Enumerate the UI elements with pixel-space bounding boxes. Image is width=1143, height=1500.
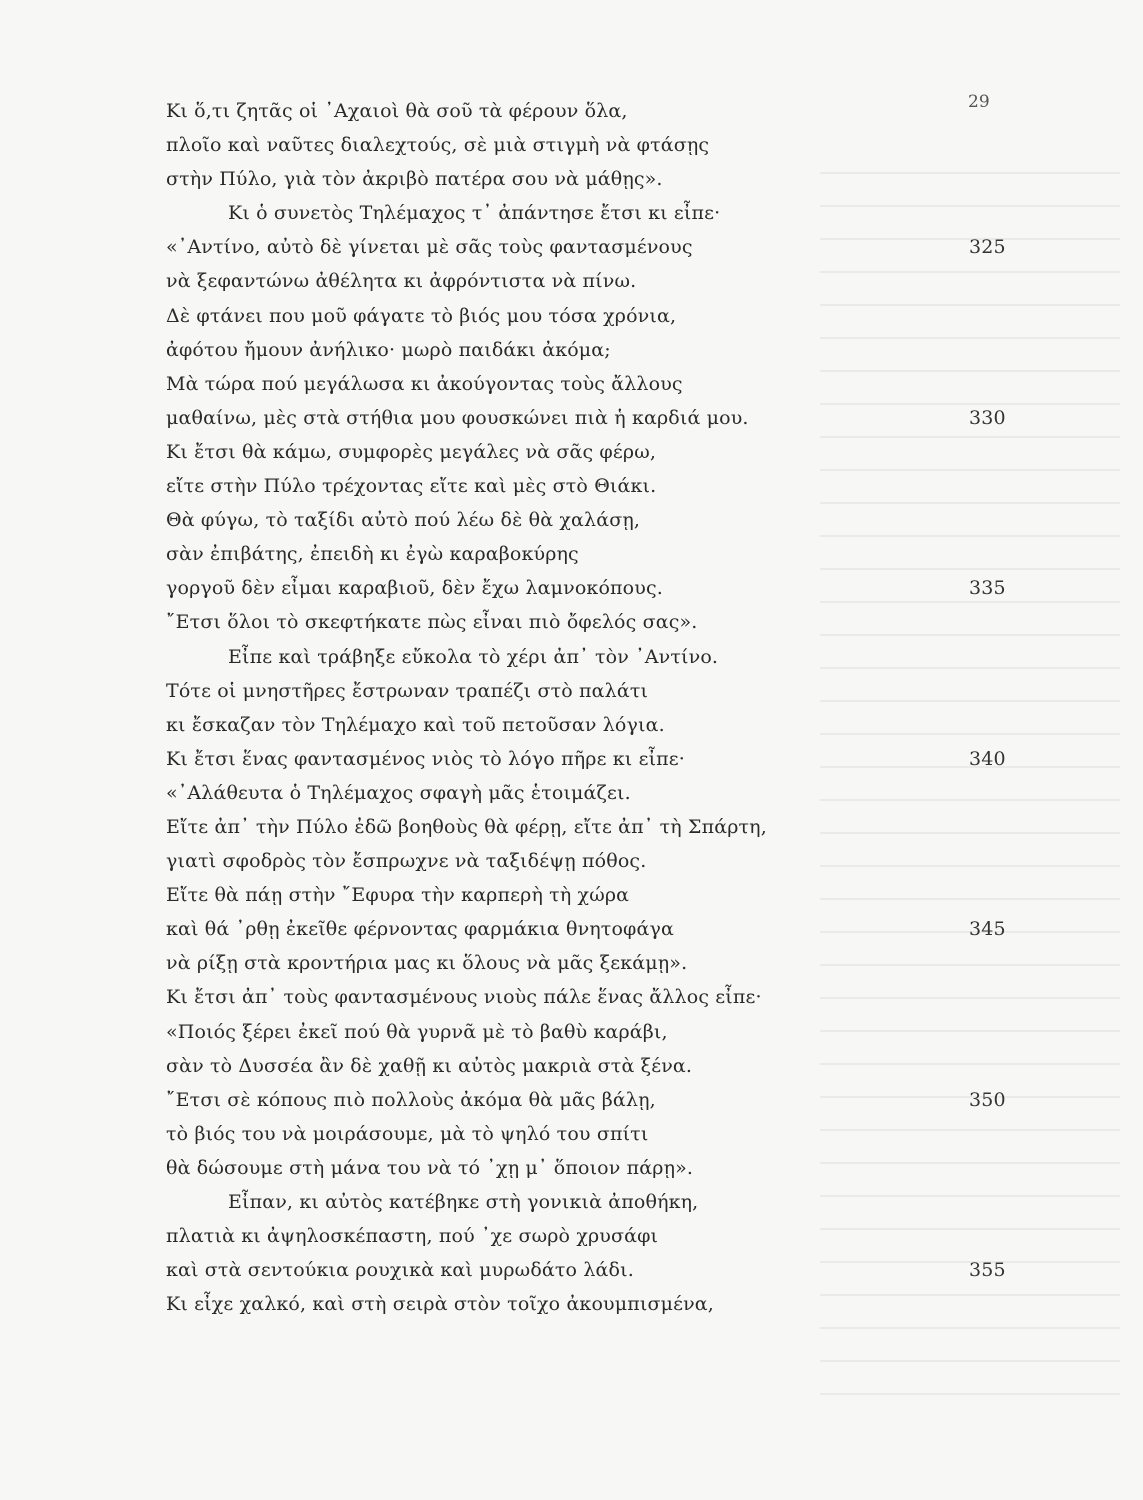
verse-text: πλοῖο καὶ ναῦτες διαλεχτούς, σὲ μιὰ στιγμὴ νὰ φτάσῃς: [166, 134, 710, 157]
verse-line: [166, 1253, 1026, 1287]
verse-text: Εἶπαν, κι αὐτὸς κατέβηκε στὴ γονικιὰ ἀποθήκη,: [228, 1191, 699, 1213]
verse-text: σὰν ἐπιβάτης, ἐπειδὴ κι ἐγὼ καραβοκύρης: [166, 543, 579, 566]
verse-text: Εἴτε ἀπ᾿ τὴν Πύλο ἐδῶ βοηθοὺς θὰ φέρῃ, εἴτε ἀπ᾿ τὴ Σπάρτη,: [166, 815, 767, 838]
verse-line: [166, 980, 1026, 1014]
verse-line: [166, 1151, 1026, 1185]
verse-text: νὰ ξεφαντώνω ἀθέλητα κι ἀφρόντιστα νὰ πίνω.: [166, 270, 637, 293]
verse-line: [166, 230, 1026, 264]
verse-line: [166, 1287, 1026, 1321]
verse-line: [166, 401, 1026, 435]
verse-text: νὰ ρίξῃ στὰ κροντήρια μας κι ὅλους νὰ μᾶς ξεκάμῃ».: [166, 952, 688, 975]
verse-line: [166, 605, 1026, 639]
verse-line: [166, 946, 1026, 980]
poem-text: [166, 94, 1026, 1321]
verse-line: [166, 844, 1026, 878]
verse-text: «᾿Αλάθευτα ὁ Τηλέμαχος σφαγὴ μᾶς ἑτοιμάζει.: [166, 781, 631, 804]
verse-text: στὴν Πύλο, γιὰ τὸν ἀκριβὸ πατέρα σου νὰ μάθῃς».: [166, 168, 663, 191]
verse-text: γοργοῦ δὲν εἶμαι καραβιοῦ, δὲν ἔχω λαμνοκόπους.: [166, 577, 663, 600]
verse-text: Κι ἔτσι ἀπ᾿ τοὺς φαντασμένους νιοὺς πάλε ἕνας ἄλλος εἶπε·: [166, 986, 762, 1009]
verse-line: [166, 912, 1026, 946]
verse-text: τὸ βιός του νὰ μοιράσουμε, μὰ τὸ ψηλό του σπίτι: [166, 1122, 649, 1145]
verse-line: [166, 196, 1026, 230]
verse-text: κι ἔσκαζαν τὸν Τηλέμαχο καὶ τοῦ πετοῦσαν λόγια.: [166, 713, 665, 736]
verse-text: γιατὶ σφοδρὸς τὸν ἔσπρωχνε νὰ ταξιδέψῃ πόθος.: [166, 850, 647, 873]
line-number: 345: [969, 918, 1006, 941]
verse-text: Κι εἶχε χαλκό, καὶ στὴ σειρὰ στὸν τοῖχο ἀκουμπισμένα,: [166, 1293, 714, 1316]
verse-text: ῎Ετσι σὲ κόπους πιὸ πολλοὺς ἀκόμα θὰ μᾶς βάλῃ,: [166, 1088, 656, 1111]
verse-text: Κι ἔτσι θὰ κάμω, συμφορὲς μεγάλες νὰ σᾶς φέρω,: [166, 440, 657, 463]
verse-line: [166, 469, 1026, 503]
line-number: 325: [969, 236, 1006, 259]
verse-line: [166, 1015, 1026, 1049]
verse-text: εἴτε στὴν Πύλο τρέχοντας εἴτε καὶ μὲς στὸ Θιάκι.: [166, 475, 657, 498]
verse-line: [166, 742, 1026, 776]
verse-text: «᾿Αντίνο, αὐτὸ δὲ γίνεται μὲ σᾶς τοὺς φαντασμένους: [166, 236, 693, 259]
line-number: 355: [969, 1259, 1006, 1282]
verse-line: [166, 503, 1026, 537]
verse-text: Δὲ φτάνει που μοῦ φάγατε τὸ βιός μου τόσα χρόνια,: [166, 304, 677, 327]
verse-text: Εἴτε θὰ πάῃ στὴν ῎Εφυρα τὴν καρπερὴ τὴ χώρα: [166, 884, 630, 907]
verse-text: Τότε οἱ μνηστῆρες ἔστρωναν τραπέζι στὸ παλάτι: [166, 679, 649, 702]
verse-line: [166, 878, 1026, 912]
verse-text: Κι ὁ συνετὸς Τηλέμαχος τ᾿ ἀπάντησε ἔτσι κι εἶπε·: [228, 202, 721, 225]
verse-line: [166, 264, 1026, 298]
verse-text: Κι ἔτσι ἕνας φαντασμένος νιὸς τὸ λόγο πῆρε κι εἶπε·: [166, 747, 685, 770]
verse-line: [166, 810, 1026, 844]
verse-line: [166, 1219, 1026, 1253]
verse-line: [166, 94, 1026, 128]
verse-line: [166, 571, 1026, 605]
verse-text: καὶ θά ᾿ρθῃ ἐκεῖθε φέρνοντας φαρμάκια θνητοφάγα: [166, 918, 674, 941]
verse-line: [166, 1083, 1026, 1117]
verse-line: [166, 435, 1026, 469]
verse-line: [166, 674, 1026, 708]
line-number: 335: [969, 577, 1006, 600]
verse-text: καὶ στὰ σεντούκια ρουχικὰ καὶ μυρωδάτο λάδι.: [166, 1259, 634, 1282]
line-number: 330: [969, 406, 1006, 429]
verse-line: [166, 640, 1026, 674]
verse-text: «Ποιός ξέρει ἐκεῖ πού θὰ γυρνᾶ μὲ τὸ βαθὺ καράβι,: [166, 1020, 668, 1043]
verse-line: [166, 367, 1026, 401]
verse-line: [166, 162, 1026, 196]
verse-text: ἀφότου ἤμουν ἀνήλικο· μωρὸ παιδάκι ἀκόμα;: [166, 338, 611, 361]
verse-line: [166, 1117, 1026, 1151]
verse-text: σὰν τὸ Δυσσέα ἂν δὲ χαθῇ κι αὐτὸς μακριὰ στὰ ξένα.: [166, 1054, 693, 1077]
verse-line: [166, 333, 1026, 367]
verse-line: [166, 128, 1026, 162]
verse-text: Μὰ τώρα πού μεγάλωσα κι ἀκούγοντας τοὺς ἄλλους: [166, 372, 683, 395]
verse-text: ῎Ετσι ὅλοι τὸ σκεφτήκατε πὼς εἶναι πιὸ ὄφελός σας».: [166, 611, 698, 634]
verse-line: [166, 1049, 1026, 1083]
verse-line: [166, 537, 1026, 571]
verse-line: [166, 776, 1026, 810]
verse-text: Κι ὅ,τι ζητᾶς οἱ ᾿Αχαιοὶ θὰ σοῦ τὰ φέρουν ὅλα,: [166, 100, 628, 122]
verse-text: Θὰ φύγω, τὸ ταξίδι αὐτὸ πού λέω δὲ θὰ χαλάσῃ,: [166, 509, 641, 532]
line-number: 340: [969, 747, 1006, 770]
verse-text: μαθαίνω, μὲς στὰ στήθια μου φουσκώνει πιὰ ἡ καρδιά μου.: [166, 406, 749, 429]
verse-line: [166, 708, 1026, 742]
line-number: 350: [969, 1088, 1006, 1111]
verse-text: πλατιὰ κι ἀψηλοσκέπαστη, πού ᾿χε σωρὸ χρυσάφι: [166, 1225, 659, 1248]
verse-line: [166, 299, 1026, 333]
verse-text: Εἶπε καὶ τράβηξε εὔκολα τὸ χέρι ἀπ᾿ τὸν ᾿Αντίνο.: [228, 645, 719, 668]
verse-line: [166, 1185, 1026, 1219]
verse-text: θὰ δώσουμε στὴ μάνα του νὰ τό ᾿χῃ μ᾿ ὅποιον πάρῃ».: [166, 1156, 694, 1179]
page-number: 29: [968, 92, 990, 112]
